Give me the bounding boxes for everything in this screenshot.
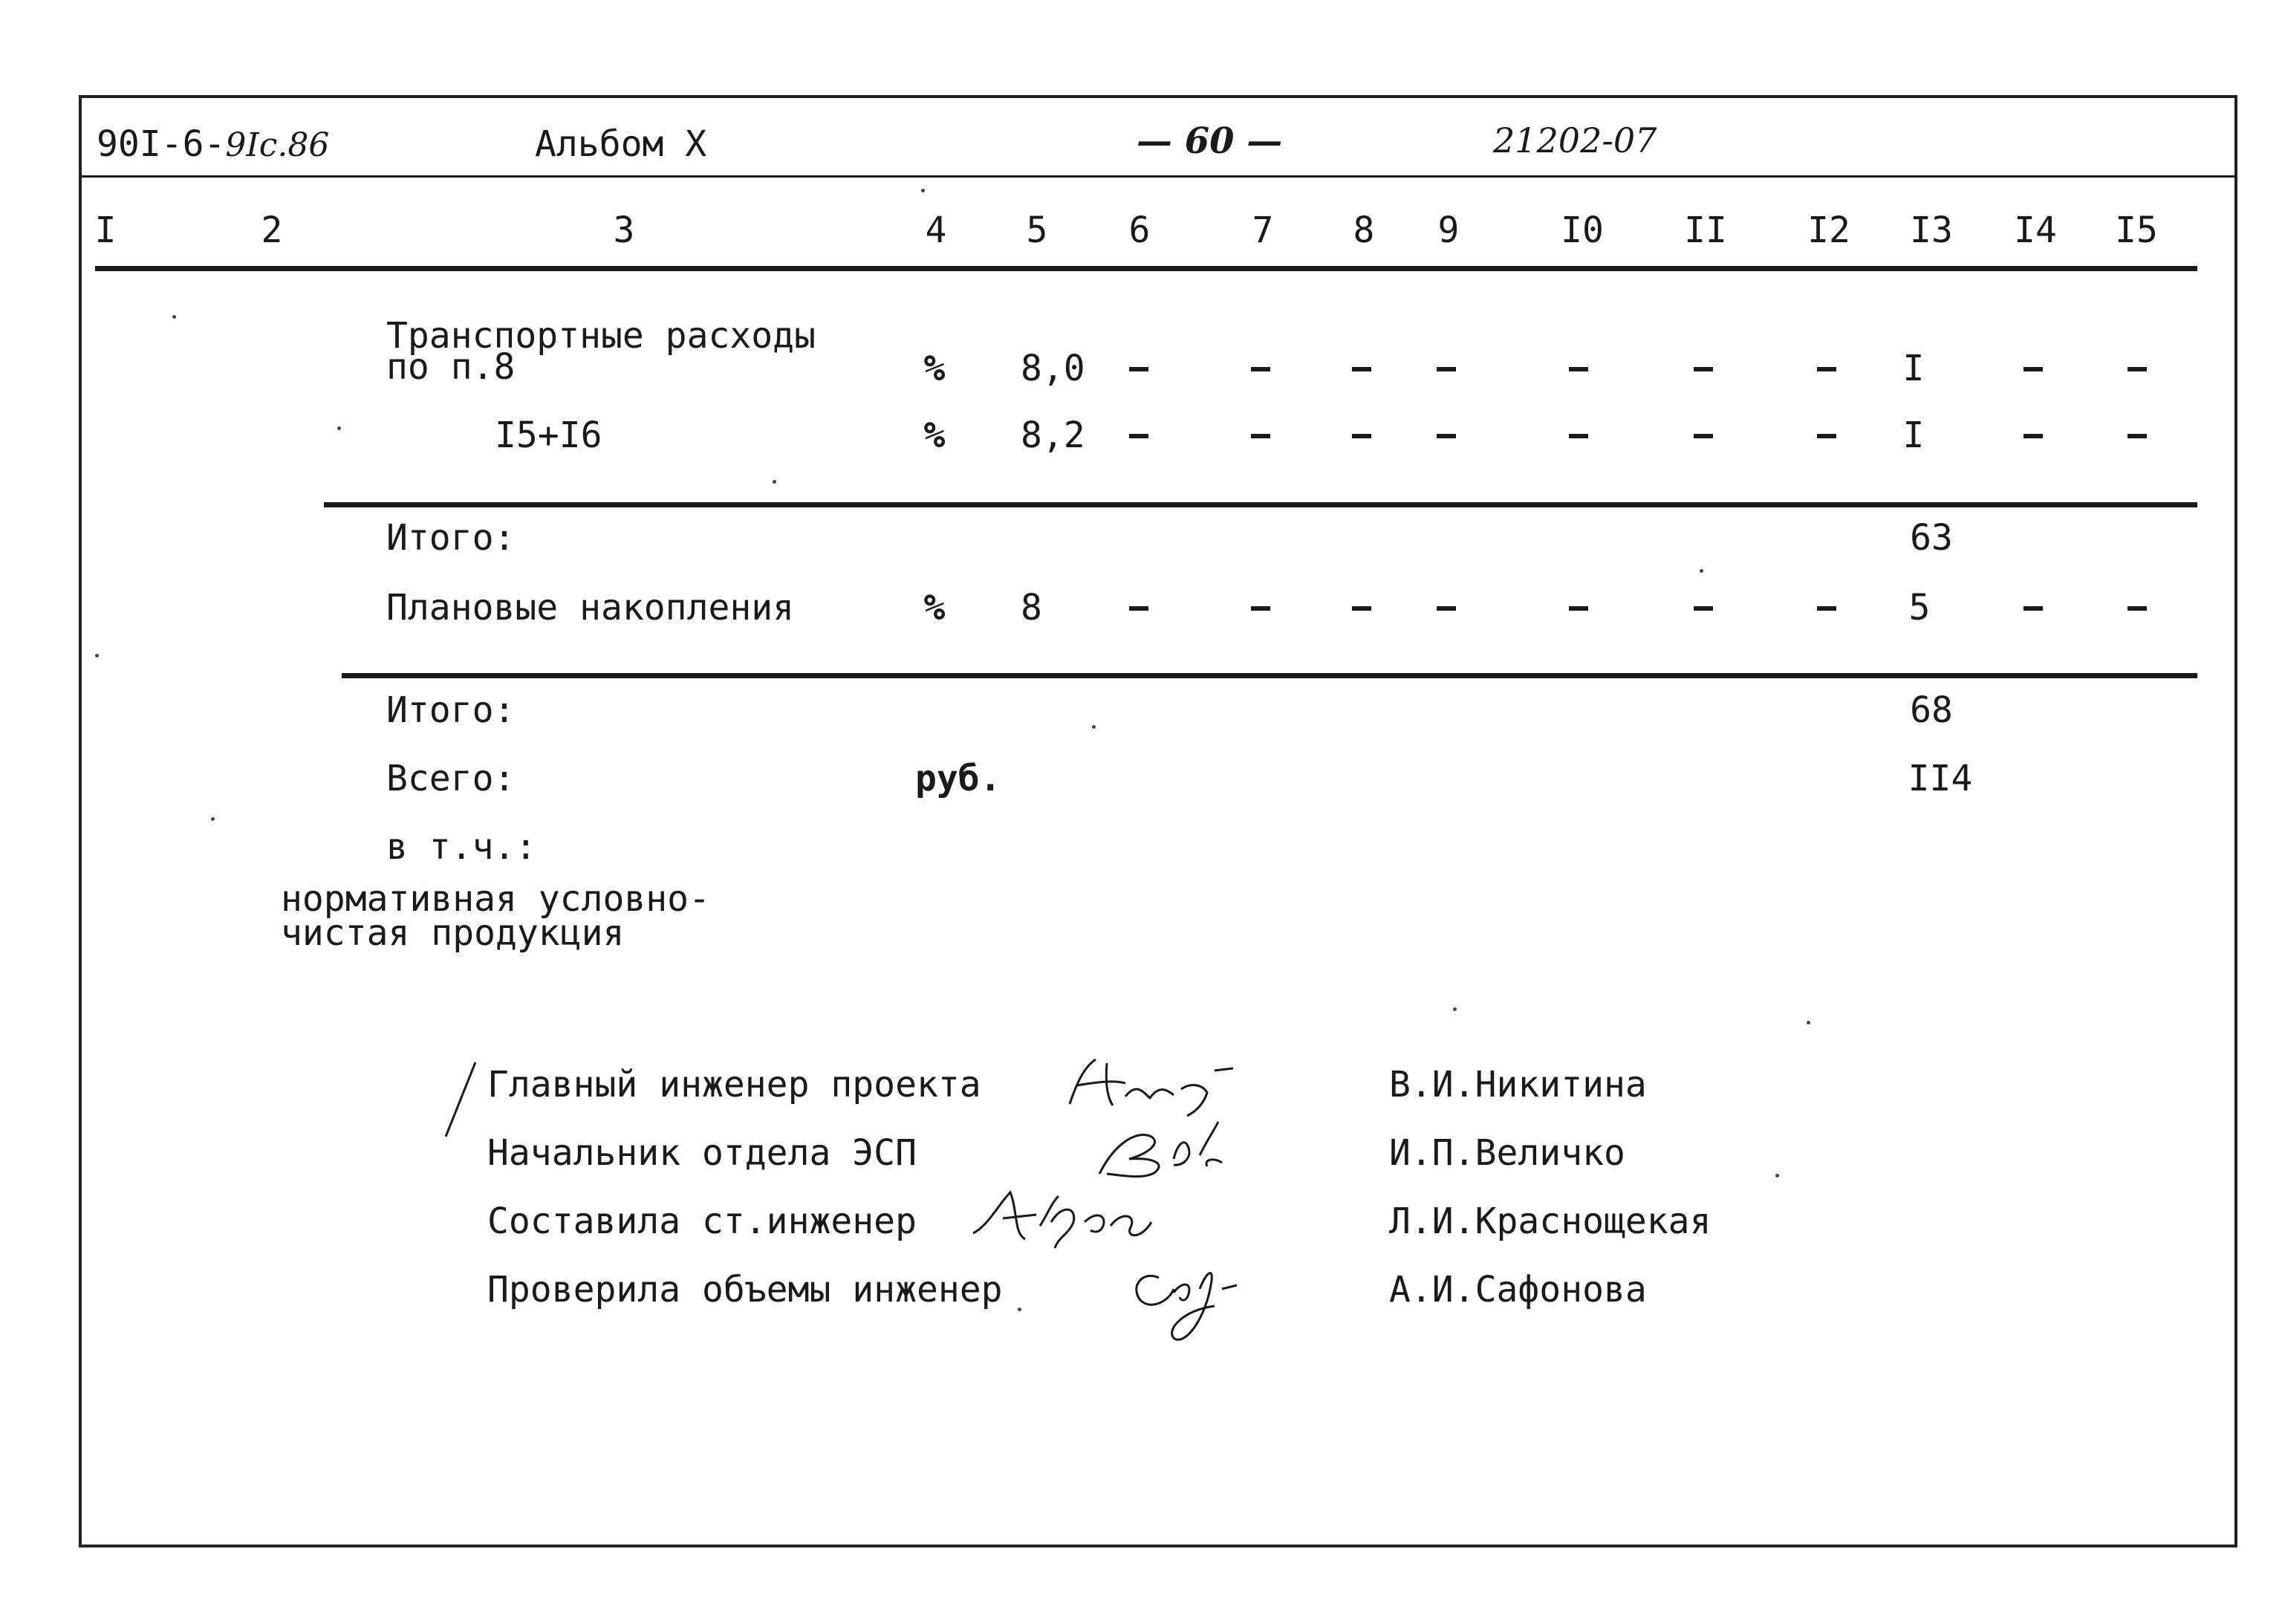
header-divider (82, 175, 2234, 178)
dash (1129, 367, 1148, 371)
scan-speck (211, 817, 215, 821)
scan-speck (95, 654, 99, 657)
row-planned-unit: % (923, 587, 946, 629)
dash (1694, 606, 1713, 611)
dash (1129, 434, 1148, 438)
col-header-1: I (94, 210, 117, 251)
col-header-5: 5 (1026, 210, 1048, 251)
row-i15-16-value: 8,2 (1021, 415, 1085, 456)
row-i15-16-col13: I (1902, 415, 1925, 456)
dash (2023, 434, 2043, 438)
handwritten-signature-1 (1055, 1052, 1248, 1119)
col-header-8: 8 (1353, 210, 1375, 251)
page-number: — 60 — (1137, 120, 1283, 162)
signature-role-3: Составила ст.инженер (487, 1201, 917, 1242)
album-label: Альбом X (535, 123, 707, 165)
signature-name-3: Л.И.Краснощекая (1389, 1201, 1712, 1242)
signature-name-2: И.П.Величко (1389, 1132, 1625, 1174)
dash (1251, 367, 1270, 371)
col-header-6: 6 (1128, 210, 1151, 251)
column-header-rule (95, 266, 2197, 271)
dash (1251, 606, 1270, 611)
dash (1817, 367, 1836, 371)
dash (2023, 367, 2043, 371)
dash (1352, 606, 1371, 611)
dash (1694, 434, 1713, 438)
dash (1437, 606, 1456, 611)
scan-speck (1453, 1007, 1457, 1011)
col-header-14: I4 (2014, 210, 2057, 251)
row-grand-col13: II4 (1908, 758, 1973, 799)
col-header-13: I3 (1910, 210, 1953, 251)
dash (1569, 434, 1588, 438)
dash (1129, 606, 1148, 611)
row-incl-label: в т.ч.: (386, 826, 537, 868)
dash (1817, 434, 1836, 438)
row-total1-label: Итого: (386, 517, 516, 559)
doc-code (97, 123, 330, 165)
dash (1437, 367, 1456, 371)
col-header-9: 9 (1437, 210, 1460, 251)
dash (2127, 434, 2147, 438)
scan-speck (773, 480, 776, 484)
scan-speck (1775, 1174, 1779, 1178)
row-incl-sub-1: нормативная условно- (281, 878, 710, 920)
scan-speck (1807, 1021, 1810, 1024)
signature-name-1: В.И.Никитина (1389, 1064, 1647, 1105)
dash (2127, 606, 2147, 611)
dash (1694, 367, 1713, 371)
col-header-7: 7 (1252, 210, 1274, 251)
row-transport-label-2: по п.8 (386, 346, 516, 388)
handwritten-signature-3 (966, 1181, 1189, 1256)
dash (1817, 606, 1836, 611)
row-planned-label: Плановые накопления (386, 587, 795, 629)
row-grand-label: Всего: (386, 758, 516, 799)
col-header-12: I2 (1807, 210, 1850, 251)
subtotal-rule-2 (342, 673, 2197, 678)
col-header-2: 2 (261, 210, 283, 251)
scan-speck (921, 189, 925, 192)
subtotal-rule-1 (324, 502, 2197, 507)
col-header-10: I0 (1561, 210, 1604, 251)
scan-speck (1018, 1308, 1021, 1311)
col-header-11: II (1684, 210, 1727, 251)
row-transport-value: 8,0 (1021, 348, 1085, 389)
handwritten-signature-4 (1114, 1248, 1263, 1352)
signature-role-4: Проверила объемы инженер (487, 1269, 1003, 1310)
handwritten-signature-2 (1055, 1114, 1233, 1181)
scan-speck (337, 426, 341, 430)
dash (1352, 434, 1371, 438)
row-total2-col13: 68 (1910, 689, 1953, 731)
dash (2127, 367, 2147, 371)
row-transport-label-1: Транспортные расходы (386, 315, 816, 357)
col-header-3: 3 (613, 210, 635, 251)
row-incl-sub-2: чистая продукция (281, 912, 625, 954)
signature-role-2: Начальник отдела ЭСП (487, 1132, 917, 1174)
col-header-4: 4 (925, 210, 947, 251)
project-number: 21202-07 (1493, 120, 1657, 160)
scan-speck (172, 315, 176, 319)
dash (1569, 606, 1588, 611)
signature-role-1: Главный инженер проекта (487, 1064, 981, 1105)
dash (2023, 606, 2043, 611)
row-planned-col13: 5 (1908, 587, 1931, 629)
doc-code-handwritten: 9Ic.86 (225, 126, 330, 164)
row-transport-col13: I (1902, 348, 1925, 389)
row-planned-value: 8 (1021, 587, 1042, 629)
dash (1569, 367, 1588, 371)
dash (1251, 434, 1270, 438)
row-i15-16-label: I5+I6 (495, 415, 602, 456)
row-grand-unit: руб. (915, 758, 1001, 799)
row-transport-unit: % (923, 348, 946, 389)
row-total1-col13: 63 (1910, 517, 1953, 559)
scan-speck (1092, 725, 1096, 729)
doc-code-printed: 90I-6- (97, 123, 226, 165)
scan-speck (1700, 569, 1703, 573)
row-i15-16-unit: % (923, 415, 946, 456)
dash (1352, 367, 1371, 371)
row-total2-label: Итого: (386, 689, 516, 731)
signature-name-4: А.И.Сафонова (1389, 1269, 1647, 1310)
col-header-15: I5 (2115, 210, 2158, 251)
margin-slash-mark (438, 1055, 483, 1144)
dash (1437, 434, 1456, 438)
